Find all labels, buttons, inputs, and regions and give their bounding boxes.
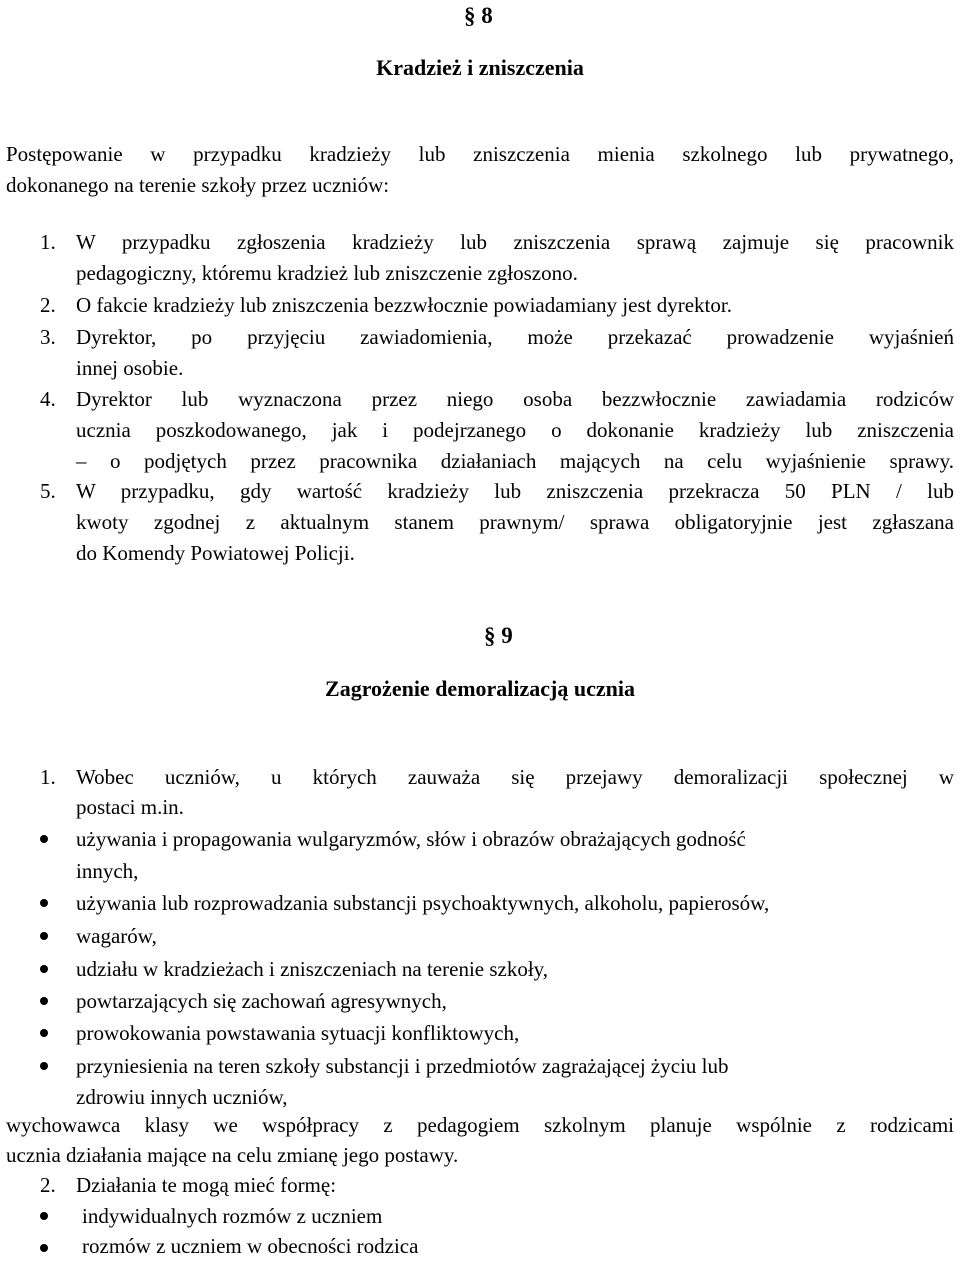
bullet-1-line-2: innych, [76, 859, 139, 883]
item-5-line-1: W przypadku, gdy wartość kradzieży lub zniszczenia przekracza 50 PLN / lub [76, 479, 954, 503]
item-4-line-3: – o podjętych przez pracownika działaniach mających na celu wyjaśnienie sprawy. [76, 449, 954, 473]
item-4-line-2: ucznia poszkodowanego, jak i podejrzanego o dokonanie kradzieży lub zniszczenia [76, 418, 954, 442]
item-1-line-2: pedagogiczny, któremu kradzież lub zniszczenie zgłoszono. [76, 261, 578, 285]
item-number: 1. [40, 230, 56, 254]
item-5-line-2: kwoty zgodnej z aktualnym stanem prawnym/ sprawa obligatoryjnie jest zgłaszana [76, 510, 954, 534]
item-5-line-3: do Komendy Powiatowej Policji. [76, 541, 355, 565]
s9-item-1-line-2: postaci m.in. [76, 795, 184, 819]
bullet-dot [40, 1029, 48, 1037]
item-3-line-1: Dyrektor, po przyjęciu zawiadomienia, może przekazać prowadzenie wyjaśnień [76, 325, 954, 349]
item-3-line-2: innej osobie. [76, 356, 184, 380]
s9-item-1-line-1: Wobec uczniów, u których zauważa się przejawy demoralizacji społecznej w [76, 765, 954, 789]
bullet-5: powtarzających się zachowań agresywnych, [76, 989, 447, 1013]
item-number: 2. [40, 1173, 56, 1197]
bullet-dot [40, 932, 48, 940]
bullet-7-line-1: przyniesienia na teren szkoły substancji i przedmiotów zagrażającej życiu lub [76, 1054, 729, 1078]
item-2-line-1: O fakcie kradzieży lub zniszczenia bezzwłocznie powiadamiany jest dyrektor. [76, 293, 732, 317]
item-number: 2. [40, 293, 56, 317]
bullet-dot [40, 1062, 48, 1070]
bullet-dot [40, 1212, 48, 1220]
section-9-title: Zagrożenie demoralizacją ucznia [325, 676, 635, 701]
item-number: 1. [40, 765, 56, 789]
section-9-symbol: § 9 [484, 623, 513, 648]
bullet-6: prowokowania powstawania sytuacji konfliktowych, [76, 1021, 520, 1045]
bullet-dot [40, 899, 48, 907]
closing-line-1: wychowawca klasy we współpracy z pedagogiem szkolnym planuje wspólnie z rodzicami [6, 1113, 954, 1137]
bullet-3: wagarów, [76, 924, 157, 948]
bullet-2: używania lub rozprowadzania substancji psychoaktywnych, alkoholu, papierosów, [76, 891, 770, 915]
item-number: 3. [40, 325, 56, 349]
bullet-dot [40, 835, 48, 843]
bullet-dot [40, 1244, 48, 1252]
section-8-symbol: § 8 [464, 3, 493, 28]
bullet-dot [40, 997, 48, 1005]
form-2: rozmów z uczniem w obecności rodzica [82, 1234, 419, 1258]
bullet-4: udziału w kradzieżach i zniszczeniach na terenie szkoły, [76, 957, 549, 981]
bullet-dot [40, 965, 48, 973]
intro-line-2: dokonanego na terenie szkoły przez uczniów: [6, 173, 390, 197]
closing-line-2: ucznia działania mające na celu zmianę jego postawy. [6, 1143, 459, 1167]
item-number: 5. [40, 479, 56, 503]
form-1: indywidualnych rozmów z uczniem [82, 1204, 383, 1228]
bullet-1-line-1: używania i propagowania wulgaryzmów, słów i obrazów obrażających godność [76, 827, 746, 851]
s9-item-2: Działania te mogą mieć formę: [76, 1173, 337, 1197]
item-4-line-1: Dyrektor lub wyznaczona przez niego osoba bezzwłocznie zawiadamia rodziców [76, 387, 954, 411]
intro-line-1: Postępowanie w przypadku kradzieży lub zniszczenia mienia szkolnego lub prywatnego, [6, 142, 954, 166]
item-number: 4. [40, 387, 56, 411]
item-1-line-1: W przypadku zgłoszenia kradzieży lub zniszczenia sprawą zajmuje się pracownik [76, 230, 954, 254]
bullet-7-line-2: zdrowiu innych uczniów, [76, 1085, 288, 1109]
section-8-title: Kradzież i zniszczenia [376, 55, 584, 80]
